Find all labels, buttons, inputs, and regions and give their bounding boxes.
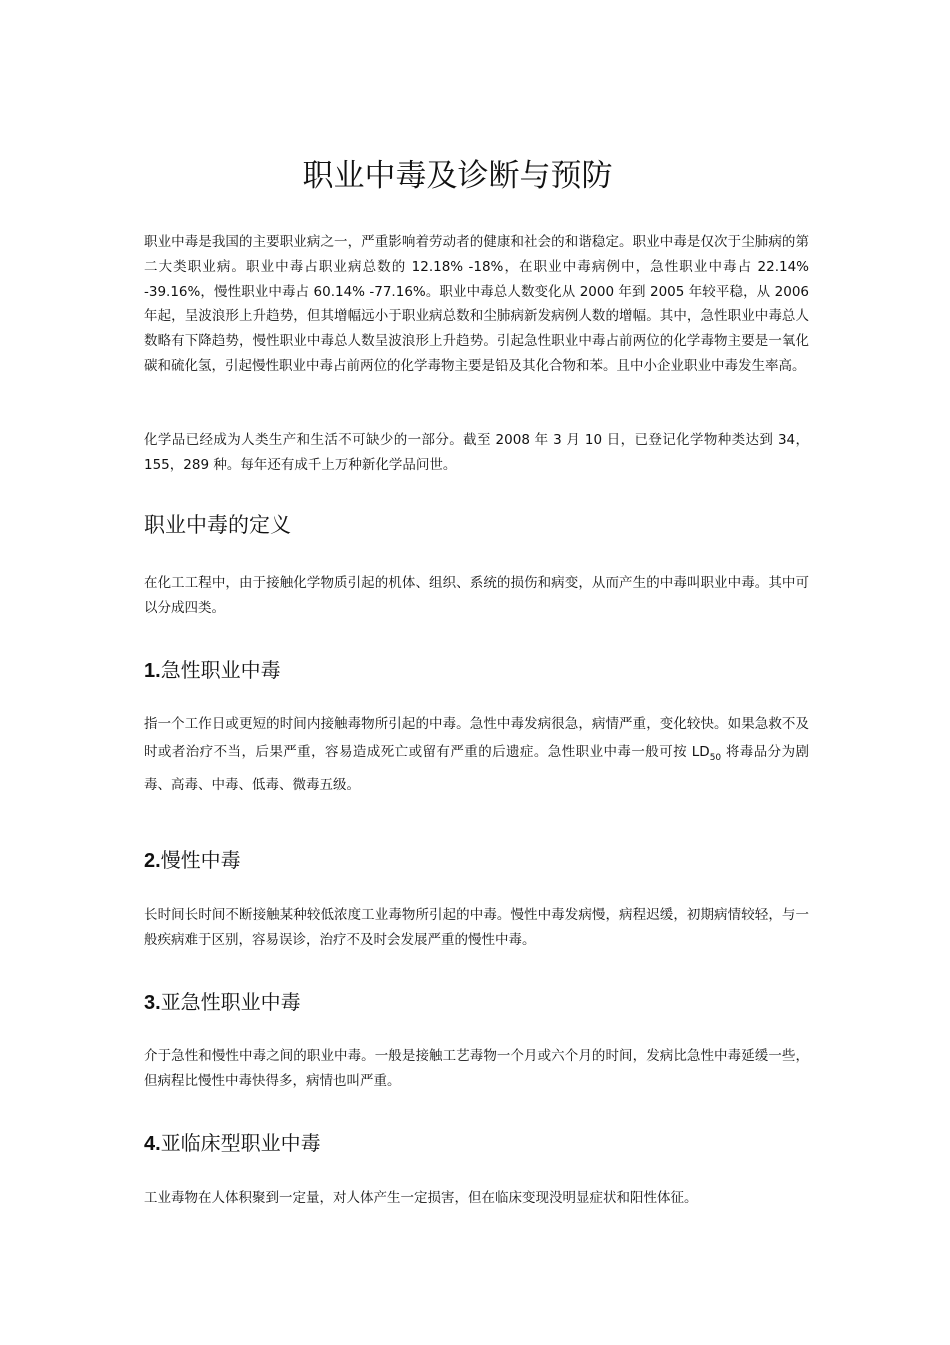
ld-subscript: 50 — [709, 752, 722, 763]
document-title: 职业中毒及诊断与预防 — [302, 158, 613, 194]
section-text-subacute: 介于急性和慢性中毒之间的职业中毒。一般是接触工艺毒物一个月或六个月的时间，发病比急性中毒延缓一些，但病程比慢性中毒快得多，病情也叫严重。 — [144, 1048, 809, 1089]
ld-label: $LD_{50}$ — [691, 743, 722, 763]
section-title: 亚急性职业中毒 — [160, 990, 301, 1014]
section-text-chronic: 长时间长时间不断接触某种较低浓度工业毒物所引起的中毒。慢性中毒发病慢，病程迟缓，初期病情较轻，与一般疾病难于区别，容易误诊，治疗不及时会发展严重的慢性中毒。 — [144, 907, 809, 948]
section-text-subclinical: 工业毒物在人体积聚到一定量，对人体产生一定损害，但在临床变现没明显症状和阳性体征。 — [144, 1190, 698, 1206]
definition-text: 在化工工程中，由于接触化学物质引起的机体、组织、系统的损伤和病变，从而产生的中毒叫职业中毒。其中可以分成四类。 — [144, 575, 809, 616]
definition-heading: 职业中毒的定义 — [144, 513, 291, 537]
section-number: 4. — [144, 1133, 161, 1155]
section-text-after: 将毒品分为剧毒、高毒、中毒、低毒、微毒五级。 — [144, 743, 809, 793]
section-heading-acute — [144, 655, 281, 686]
section-number: 1. — [144, 660, 161, 682]
section-heading-subacute — [144, 987, 301, 1018]
section-heading-chronic — [144, 845, 241, 876]
section-number: 3. — [144, 992, 161, 1014]
section-title: 急性职业中毒 — [160, 658, 281, 682]
section-number: 2. — [144, 850, 161, 872]
section-text-acute — [144, 711, 809, 800]
intro-paragraph-2: 化学品已经成为人类生产和生活不可缺少的一部分。截至 2008 年 3 月 10 日，已登记化学物种类达到 34，155，289 种。每年还有成千上万种新化学品问世。 — [144, 432, 809, 473]
section-text: 指一个工作日或更短的时间内接触毒物所引起的中毒。急性中毒发病很急，病情严重，变化较快。如果急救不及时或者治疗不当，后果严重，容易造成死亡或留有严重的后遗症。急性职业中毒一般可按 — [144, 716, 809, 760]
intro-paragraph: 职业中毒是我国的主要职业病之一，严重影响着劳动者的健康和社会的和谐稳定。职业中毒是仅次于尘肺病的第二大类职业病。职业中毒占职业病总数的 12.18% -18%，在职业中毒病例中，急性职业中毒占 22.14% -39.16%，慢性职业中毒占 60.14% -77.16%。职业中毒总人数变化从 2000 年到 2005 年较平稳，从 2006 年起，呈波浪形上升趋势，但其增幅远小于职业病总数和尘肺病新发病例人数的增幅。其中，急性职业中毒总人数略有下降趋势，慢性职业中毒总人数呈波浪形上升趋势。引起急性职业中毒占前两位的化学毒物主要是一氧化碳和硫化氢，引起慢性职业中毒占前两位的化学毒物主要是铅及其化合物和苯。且中小企业职业中毒发生率高。 — [144, 234, 809, 374]
section-title: 慢性中毒 — [160, 848, 241, 872]
section-heading-subclinical — [144, 1128, 321, 1159]
section-title: 亚临床型职业中毒 — [160, 1131, 321, 1155]
